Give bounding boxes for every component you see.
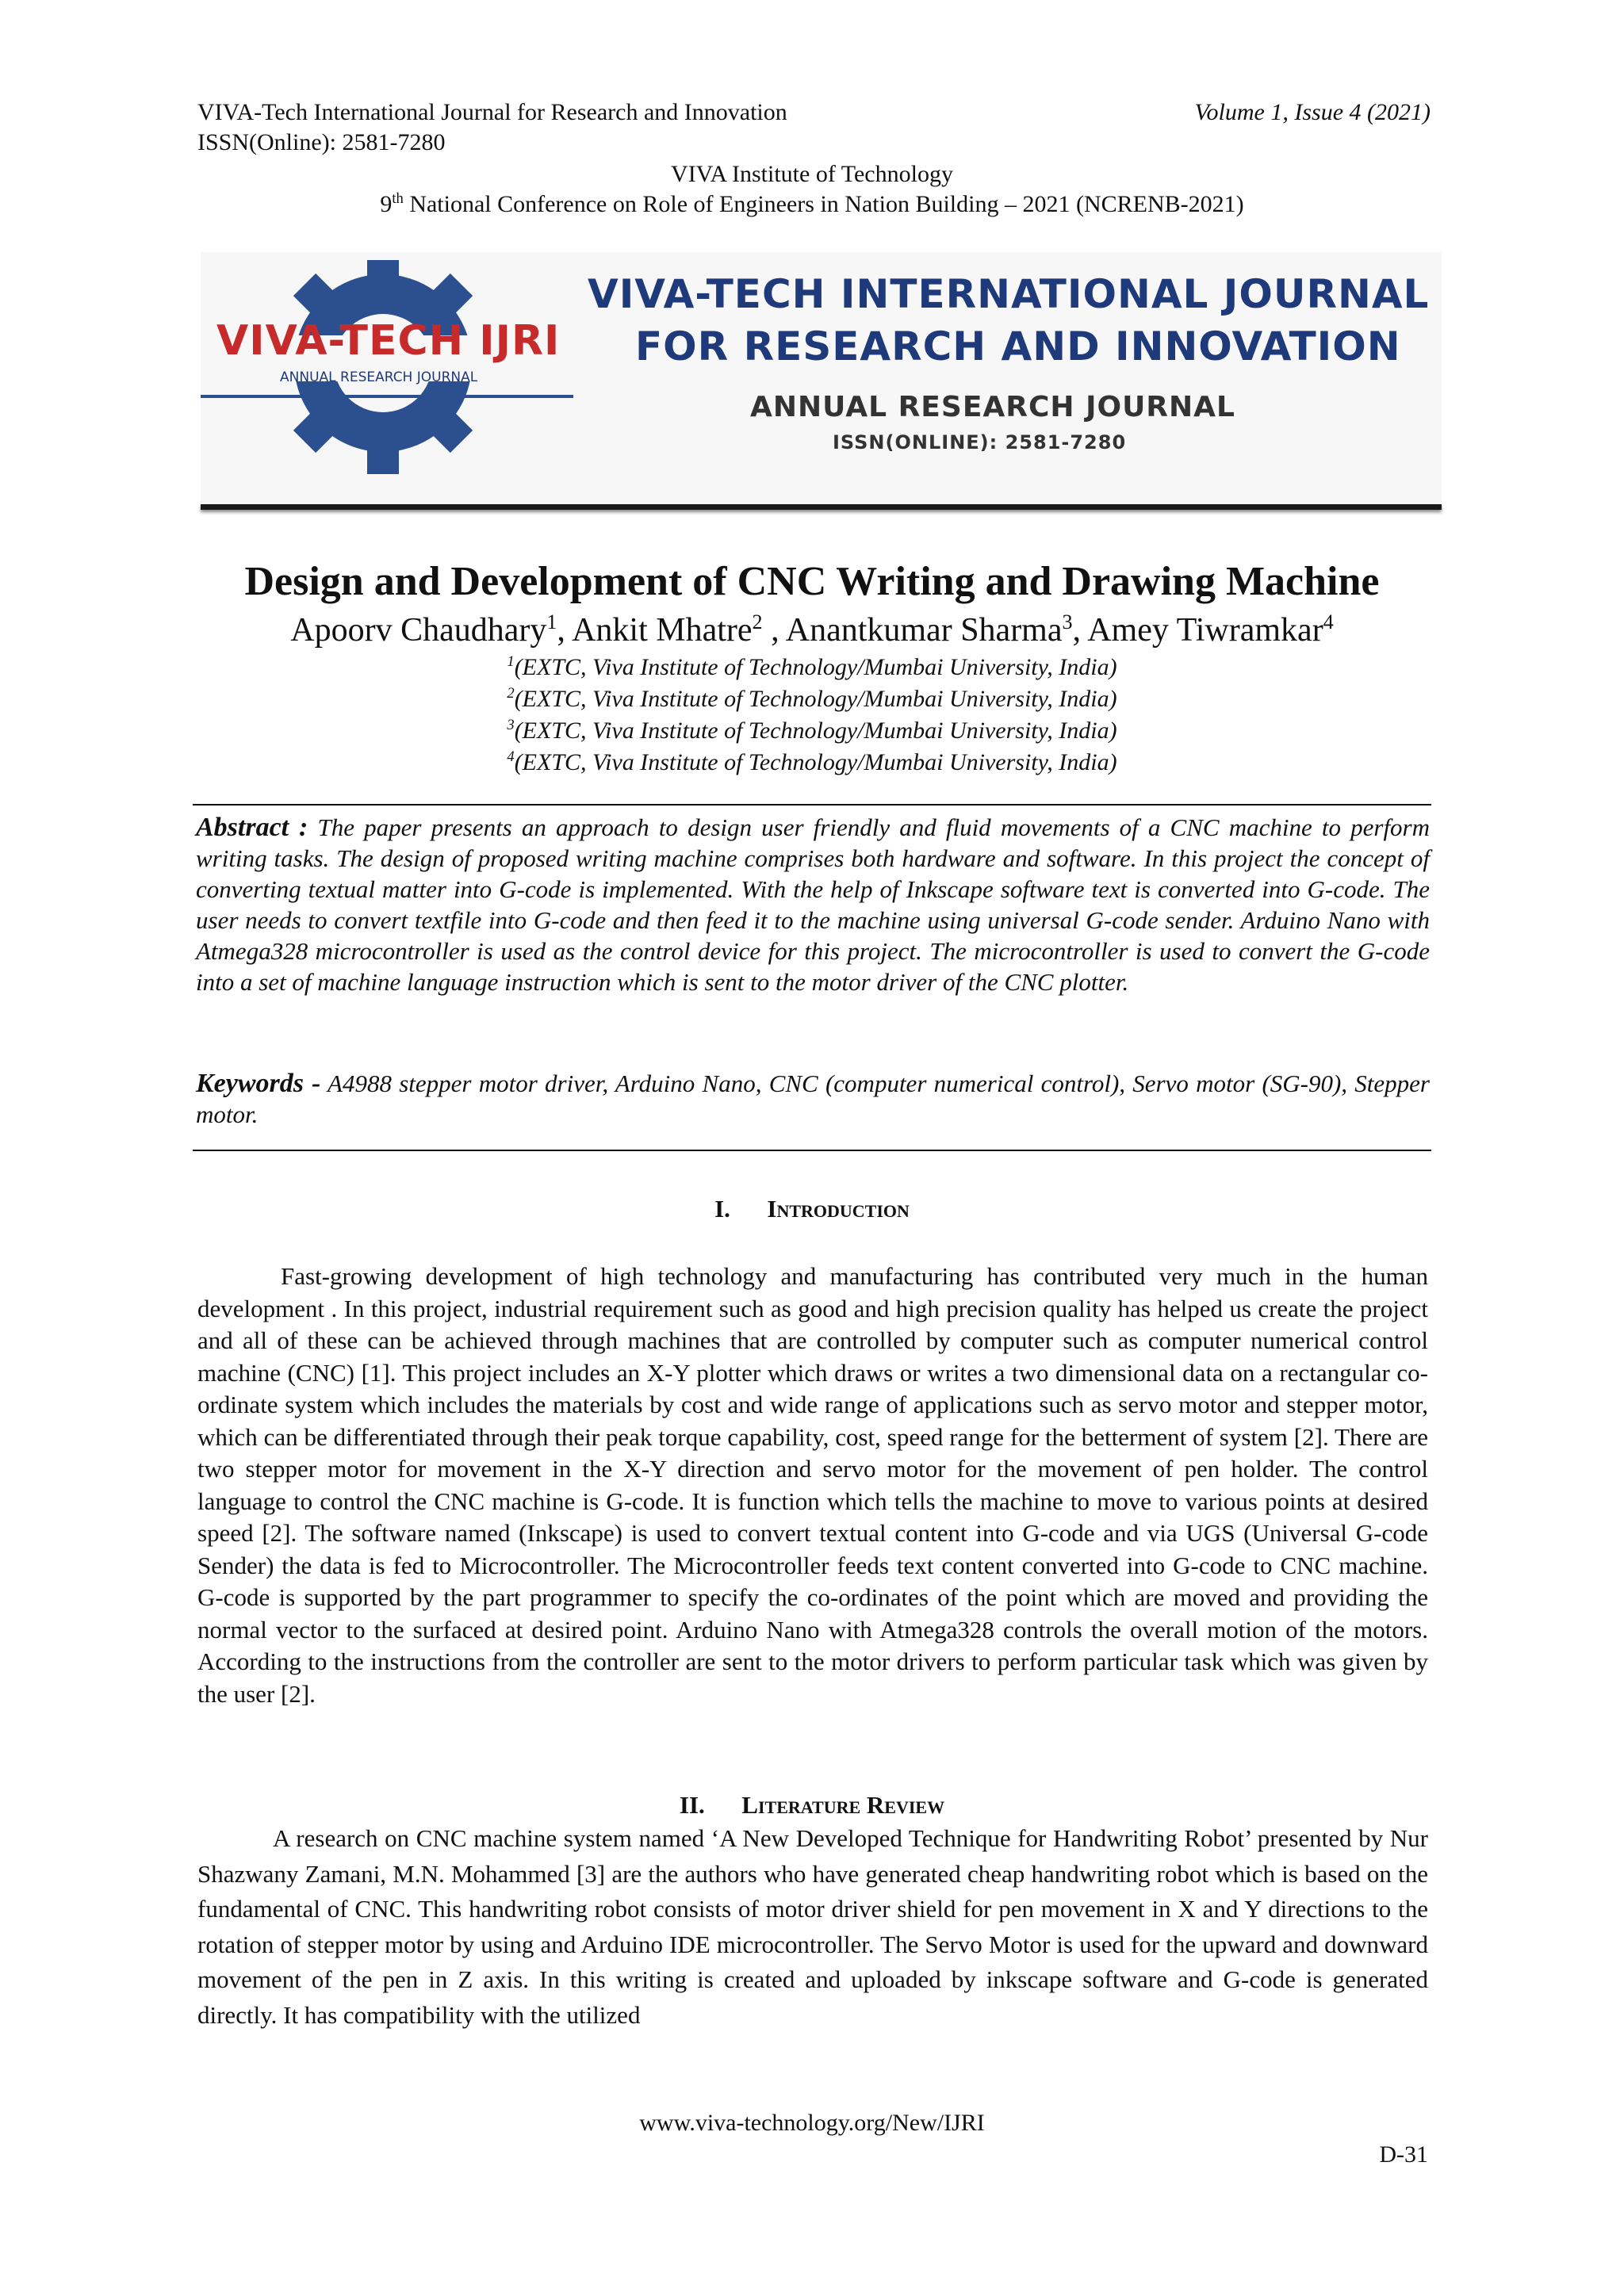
keywords-text: A4988 stepper motor driver, Arduino Nano, CNC (computer numerical control), Servo motor (SG-90), Stepper motor. bbox=[196, 1070, 1430, 1128]
paper-title: Design and Development of CNC Writing and Drawing Machine bbox=[244, 559, 1380, 604]
author-list bbox=[0, 610, 1624, 650]
gear-logo-icon bbox=[201, 260, 597, 474]
author-separator: , bbox=[1072, 612, 1088, 649]
page-number: D-31 bbox=[1379, 2141, 1428, 2168]
section-number: I. bbox=[714, 1195, 730, 1223]
author-marker: 3 bbox=[1062, 610, 1073, 633]
conference-title: National Conference on Role of Engineers in Nation Building – 2021 (NCRENB-2021) bbox=[409, 191, 1244, 217]
author-marker: 2 bbox=[752, 610, 763, 633]
affiliation-marker: 2 bbox=[507, 685, 515, 702]
affiliation bbox=[0, 747, 1624, 779]
author-marker: 1 bbox=[546, 610, 557, 633]
logo-subtitle: ANNUAL RESEARCH JOURNAL bbox=[750, 391, 1235, 423]
affiliation-marker: 3 bbox=[507, 717, 515, 733]
footer-url[interactable]: www.viva-technology.org/New/IJRI bbox=[639, 2110, 985, 2136]
journal-name: VIVA-Tech International Journal for Research and Innovation bbox=[197, 99, 787, 125]
affiliation bbox=[0, 652, 1624, 683]
affiliation-marker: 4 bbox=[507, 748, 515, 765]
affiliation-text: (EXTC, Viva Institute of Technology/Mumbai University, India) bbox=[514, 749, 1117, 775]
author-separator: , bbox=[557, 612, 573, 649]
volume-issue: Volume 1, Issue 4 (2021) bbox=[1194, 99, 1431, 125]
abstract-bottom-rule bbox=[193, 1150, 1431, 1151]
affiliation-text: (EXTC, Viva Institute of Technology/Mumbai University, India) bbox=[514, 686, 1117, 712]
keywords bbox=[196, 1068, 1430, 1130]
keywords-label: Keywords - bbox=[196, 1069, 321, 1098]
logo-issn: ISSN(ONLINE): 2581-7280 bbox=[833, 431, 1127, 453]
introduction-paragraph: Fast-growing development of high technology and manufacturing has contributed very much in the human development . In this project, industrial requirement such as good and high precision quality has helped us create the project and all of these can be achieved through machines that are controlled by computer such as computer numerical control machine (CNC) [1]. This project includes an X-Y plotter which draws or writes a two dimensional data on a rectangular co-ordinate system which includes the materials by cost and wide range of applications such as servo motor and stepper motor, which can be differentiated through their peak torque capability, cost, speed range for the betterment of system [2]. There are two stepper motor for movement in the X-Y direction and servo motor for the movement of pen holder. The control language to control the CNC machine is G-code. It is function which tells the machine to move to various points at desired speed [2]. The software named (Inkscape) is used to convert textual content into G-code and via UGS (Universal G-code Sender) the data is fed to Microcontroller. The Microcontroller feeds text content converted into G-code to CNC machine. G-code is supported by the part programmer to specify the co-ordinates of the point which are moved and providing the normal vector to the surfaced at desired point. Arduino Nano with Atmega328 controls the overall motion of the motors. According to the instructions from the controller are sent to the motor drivers to perform particular task which was given by the user [2]. bbox=[197, 1262, 1428, 1708]
logo-mark-subtitle: ANNUAL RESEARCH JOURNAL bbox=[280, 369, 478, 385]
section-heading-literature-review bbox=[0, 1791, 1624, 1820]
affiliation bbox=[0, 715, 1624, 747]
author-name: Anantkumar Sharma bbox=[785, 612, 1063, 649]
affiliation-text: (EXTC, Viva Institute of Technology/Mumbai University, India) bbox=[514, 654, 1117, 680]
conference-name bbox=[0, 190, 1624, 219]
author-name: Apoorv Chaudhary bbox=[290, 612, 547, 649]
abstract bbox=[196, 812, 1430, 997]
institute-name: VIVA Institute of Technology bbox=[671, 161, 953, 187]
logo-title-line2: FOR RESEARCH AND INNOVATION bbox=[635, 323, 1401, 369]
banner-divider bbox=[201, 504, 1442, 510]
affiliation bbox=[0, 683, 1624, 715]
section-title: Literature Review bbox=[741, 1791, 945, 1819]
issn: ISSN(Online): 2581-7280 bbox=[197, 129, 446, 155]
author-name: Ankit Mhatre bbox=[572, 612, 753, 649]
abstract-text: The paper presents an approach to design user friendly and fluid movements of a CNC machine to perform writing tasks. The design of proposed writing machine comprises both hardware and software. In this project the concept of converting textual matter into G-code is implemented. With the help of Inkscape software text is converted into G-code. The user needs to convert textfile into G-code and then feed it to the machine using universal G-code sender. Arduino Nano with Atmega328 microcontroller is used as the control device for this project. The microcontroller is used to convert the G-code into a set of machine language instruction which is sent to the motor driver of the CNC plotter. bbox=[196, 813, 1431, 996]
journal-banner bbox=[201, 252, 1442, 506]
affiliation-marker: 1 bbox=[507, 653, 515, 670]
author-name: Amey Tiwramkar bbox=[1087, 612, 1323, 649]
logo-mark-text: VIVA-TECH IJRI bbox=[216, 317, 561, 365]
affiliations bbox=[0, 652, 1624, 779]
section-heading-introduction bbox=[0, 1195, 1624, 1223]
section-number: II. bbox=[679, 1791, 705, 1819]
affiliation-text: (EXTC, Viva Institute of Technology/Mumbai University, India) bbox=[514, 718, 1117, 744]
abstract-label: Abstract : bbox=[196, 813, 308, 842]
author-separator: , bbox=[762, 612, 786, 649]
author-marker: 4 bbox=[1323, 610, 1334, 633]
abstract-top-rule bbox=[193, 804, 1431, 806]
conference-number-suffix: th bbox=[392, 190, 404, 207]
literature-review-paragraph: A research on CNC machine system named ‘A New Developed Technique for Handwriting Robot’ presented by Nur Shazwany Zamani, M.N. Mohammed [3] are the authors who have generated cheap handwriting robot which is based on the fundamental of CNC. This handwriting robot consists of motor driver shield for pen movement in X and Y directions to the rotation of stepper motor by using and Arduino IDE microcontroller. The Servo Motor is used for the upward and downward movement of the pen in Z axis. In this writing is created and uploaded by inkscape software and G-code is generated directly. It has compatibility with the utilized bbox=[197, 1824, 1428, 2029]
section-title: Introduction bbox=[767, 1195, 910, 1223]
conference-number: 9 bbox=[380, 191, 393, 217]
logo-title-line1: VIVA-TECH INTERNATIONAL JOURNAL bbox=[588, 271, 1430, 317]
